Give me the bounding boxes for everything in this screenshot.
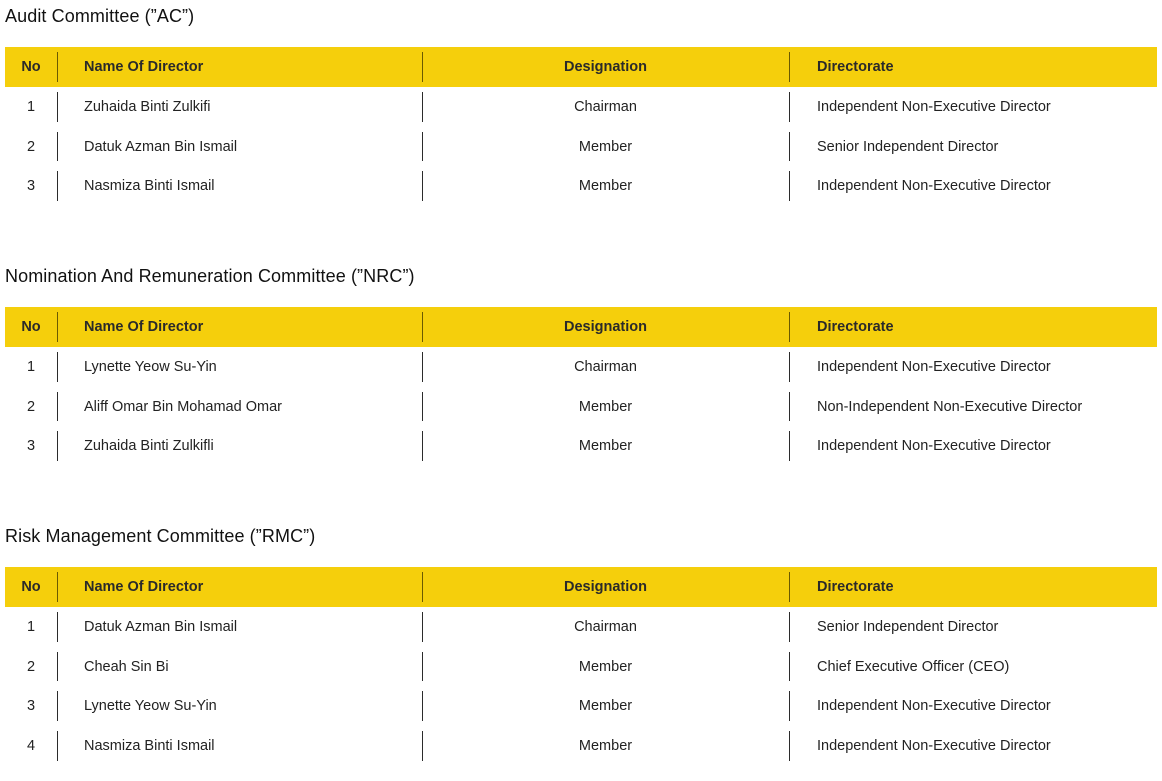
cell-no: 3	[26, 178, 36, 195]
cell-directorate: Senior Independent Director	[789, 607, 1157, 647]
cell-designation: Member	[422, 647, 789, 687]
cell-no: 1	[26, 98, 36, 115]
table-row	[5, 647, 1157, 687]
cell-no: 3	[26, 698, 36, 715]
cell-designation: Member	[422, 387, 789, 427]
cell-name: Aliff Omar Bin Mohamad Omar	[57, 387, 422, 427]
cell-no: 4	[26, 737, 36, 754]
committee-title: Nomination And Remuneration Committee (”NRC”)	[5, 266, 415, 286]
cell-name: Lynette Yeow Su-Yin	[57, 686, 422, 726]
cell-directorate: Independent Non-Executive Director	[789, 87, 1157, 127]
column-header-directorate: Directorate	[789, 47, 1157, 87]
column-header-directorate: Directorate	[789, 307, 1157, 347]
column-header-directorate: Directorate	[789, 567, 1157, 607]
cell-name: Lynette Yeow Su-Yin	[57, 347, 422, 387]
cell-name: Nasmiza Binti Ismail	[57, 726, 422, 766]
cell-designation: Member	[422, 426, 789, 466]
cell-no: 3	[26, 438, 36, 455]
committee-title: Risk Management Committee (”RMC”)	[5, 526, 316, 546]
cell-directorate: Chief Executive Officer (CEO)	[789, 647, 1157, 687]
column-header-name: Name Of Director	[57, 567, 422, 607]
cell-directorate: Independent Non-Executive Director	[789, 166, 1157, 206]
table-header-row	[5, 47, 1157, 87]
column-header-designation: Designation	[422, 307, 789, 347]
cell-no: 2	[26, 398, 36, 415]
cell-name: Nasmiza Binti Ismail	[57, 166, 422, 206]
table-row	[5, 607, 1157, 647]
cell-no: 1	[26, 618, 36, 635]
table-row	[5, 686, 1157, 726]
cell-name: Zuhaida Binti Zulkifli	[57, 426, 422, 466]
cell-directorate: Independent Non-Executive Director	[789, 686, 1157, 726]
cell-name: Cheah Sin Bi	[57, 647, 422, 687]
committee-section-nrc	[5, 261, 1157, 466]
table-row	[5, 726, 1157, 766]
committee-title: Audit Committee (”AC”)	[5, 6, 195, 26]
cell-directorate: Independent Non-Executive Director	[789, 426, 1157, 466]
column-header-designation: Designation	[422, 567, 789, 607]
table-header-row	[5, 307, 1157, 347]
cell-designation: Chairman	[422, 607, 789, 647]
cell-directorate: Senior Independent Director	[789, 127, 1157, 167]
column-header-no: No	[21, 579, 41, 595]
table-row	[5, 166, 1157, 206]
table-header-row	[5, 567, 1157, 607]
committee-table	[5, 47, 1157, 206]
column-header-name: Name Of Director	[57, 307, 422, 347]
cell-designation: Chairman	[422, 347, 789, 387]
table-row	[5, 426, 1157, 466]
committee-section-ac	[5, 1, 1157, 206]
cell-no: 2	[26, 658, 36, 675]
column-header-designation: Designation	[422, 47, 789, 87]
cell-designation: Member	[422, 166, 789, 206]
column-header-name: Name Of Director	[57, 47, 422, 87]
cell-designation: Chairman	[422, 87, 789, 127]
cell-designation: Member	[422, 686, 789, 726]
committee-table	[5, 307, 1157, 466]
column-header-no: No	[21, 59, 41, 75]
committee-section-rmc	[5, 521, 1157, 766]
table-row	[5, 87, 1157, 127]
cell-no: 1	[26, 358, 36, 375]
cell-directorate: Non-Independent Non-Executive Director	[789, 387, 1157, 427]
cell-name: Datuk Azman Bin Ismail	[57, 607, 422, 647]
cell-directorate: Independent Non-Executive Director	[789, 726, 1157, 766]
cell-designation: Member	[422, 127, 789, 167]
cell-designation: Member	[422, 726, 789, 766]
table-row	[5, 387, 1157, 427]
cell-name: Zuhaida Binti Zulkifi	[57, 87, 422, 127]
cell-directorate: Independent Non-Executive Director	[789, 347, 1157, 387]
column-header-no: No	[21, 319, 41, 335]
table-row	[5, 127, 1157, 167]
committee-table	[5, 567, 1157, 766]
cell-name: Datuk Azman Bin Ismail	[57, 127, 422, 167]
table-row	[5, 347, 1157, 387]
cell-no: 2	[26, 138, 36, 155]
